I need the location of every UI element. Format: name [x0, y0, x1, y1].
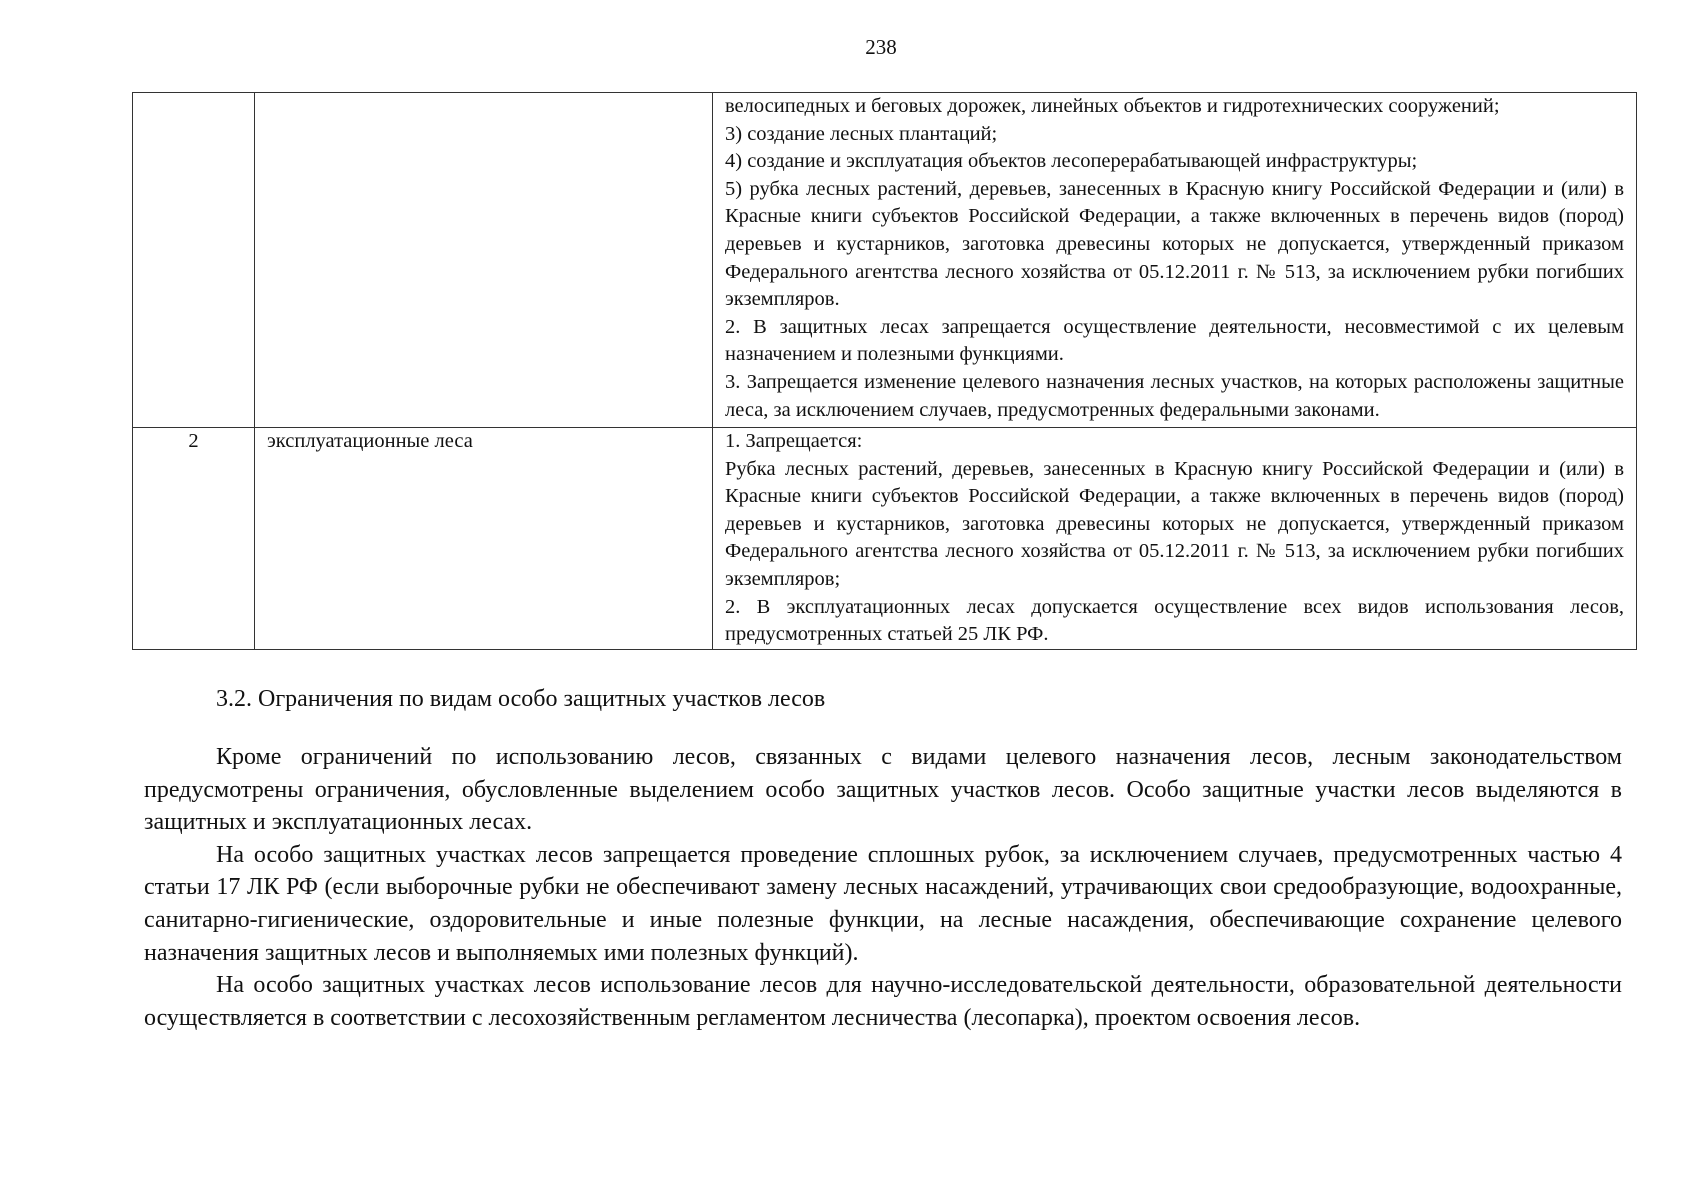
- restriction-paragraph: велосипедных и беговых дорожек, линейных объектов и гидротехнических сооружений;: [725, 95, 1500, 117]
- table-row: [133, 93, 1637, 428]
- restriction-paragraph: 3. Запрещается изменение целевого назначения лесных участков, на которых расположены защитные леса, за исключением случаев, предусмотренных федеральными законами.: [725, 370, 1624, 421]
- restriction-paragraph: 3) создание лесных плантаций;: [725, 122, 998, 145]
- section-heading: 3.2. Ограничения по видам особо защитных участков лесов: [216, 686, 826, 712]
- body-paragraph: Кроме ограничений по использованию лесов, связанных с видами целевого назначения лесов, лесным законодательством предусмотрены ограничения, обусловленные выделением особо защитных участков лесов. Особо защитные участки лесов выделяются в защитных и эксплуатационных лесах.: [144, 744, 1622, 836]
- table-row: [133, 428, 1637, 650]
- restriction-paragraph: 2. В эксплуатационных лесах допускается осуществление всех видов использования лесов, предусмотренных статьей 25 ЛК РФ.: [725, 595, 1624, 646]
- section-body: [144, 741, 1622, 1034]
- restrictions-cell: [713, 93, 1637, 428]
- body-paragraph: На особо защитных участках лесов использование лесов для научно-исследовательской деятельности, образовательной деятельности осуществляется в соответствии с лесохозяйственным регламентом лесничества (лесопарка), проектом освоения лесов.: [144, 972, 1622, 1031]
- body-paragraph: На особо защитных участках лесов запрещается проведение сплошных рубок, за исключением случаев, предусмотренных частью 4 статьи 17 ЛК РФ (если выборочные рубки не обеспечивают замену лесных насаждений, утрачивающих свои средообразующие, водоохранные, санитарно-гигиенические, оздоровительные и иные полезные функции, на лесные насаждения, обеспечивающие сохранение целевого назначения защитных лесов и выполняемых ими полезных функций).: [144, 841, 1622, 966]
- restriction-paragraph: 2. В защитных лесах запрещается осуществление деятельности, несовместимой с их целевым назначением и полезными функциями.: [725, 315, 1624, 366]
- row-number-cell: [133, 93, 255, 428]
- restriction-paragraph: 1. Запрещается:: [725, 430, 863, 452]
- page-number: 238: [865, 35, 897, 59]
- forest-category-cell: эксплуатационные леса: [255, 428, 713, 650]
- forest-category-cell: [255, 93, 713, 428]
- restriction-paragraph: Рубка лесных растений, деревьев, занесенных в Красную книгу Российской Федерации и (или) в Красные книги субъектов Российской Федерации, а также включенных в перечень видов (пород) деревьев и кустарников, заготовка древесины которых не допускается, утвержденный приказом Федерального агентства лесного хозяйства от 05.12.2011 г. № 513, за исключением рубки погибших экземпляров;: [725, 457, 1624, 590]
- restrictions-cell: [713, 428, 1637, 650]
- restriction-paragraph: 4) создание и эксплуатация объектов лесоперерабатывающей инфраструктуры;: [725, 150, 1418, 173]
- restrictions-table: [132, 92, 1637, 650]
- restriction-paragraph: 5) рубка лесных растений, деревьев, занесенных в Красную книгу Российской Федерации и (или) в Красные книги субъектов Российской Федерации, а также включенных в перечень видов (пород) деревьев и кустарников, заготовка древесины которых не допускается, утвержденный приказом Федерального агентства лесного хозяйства от 05.12.2011 г. № 513, за исключением рубки погибших экземпляров.: [725, 177, 1624, 311]
- row-number-cell: 2: [133, 428, 255, 650]
